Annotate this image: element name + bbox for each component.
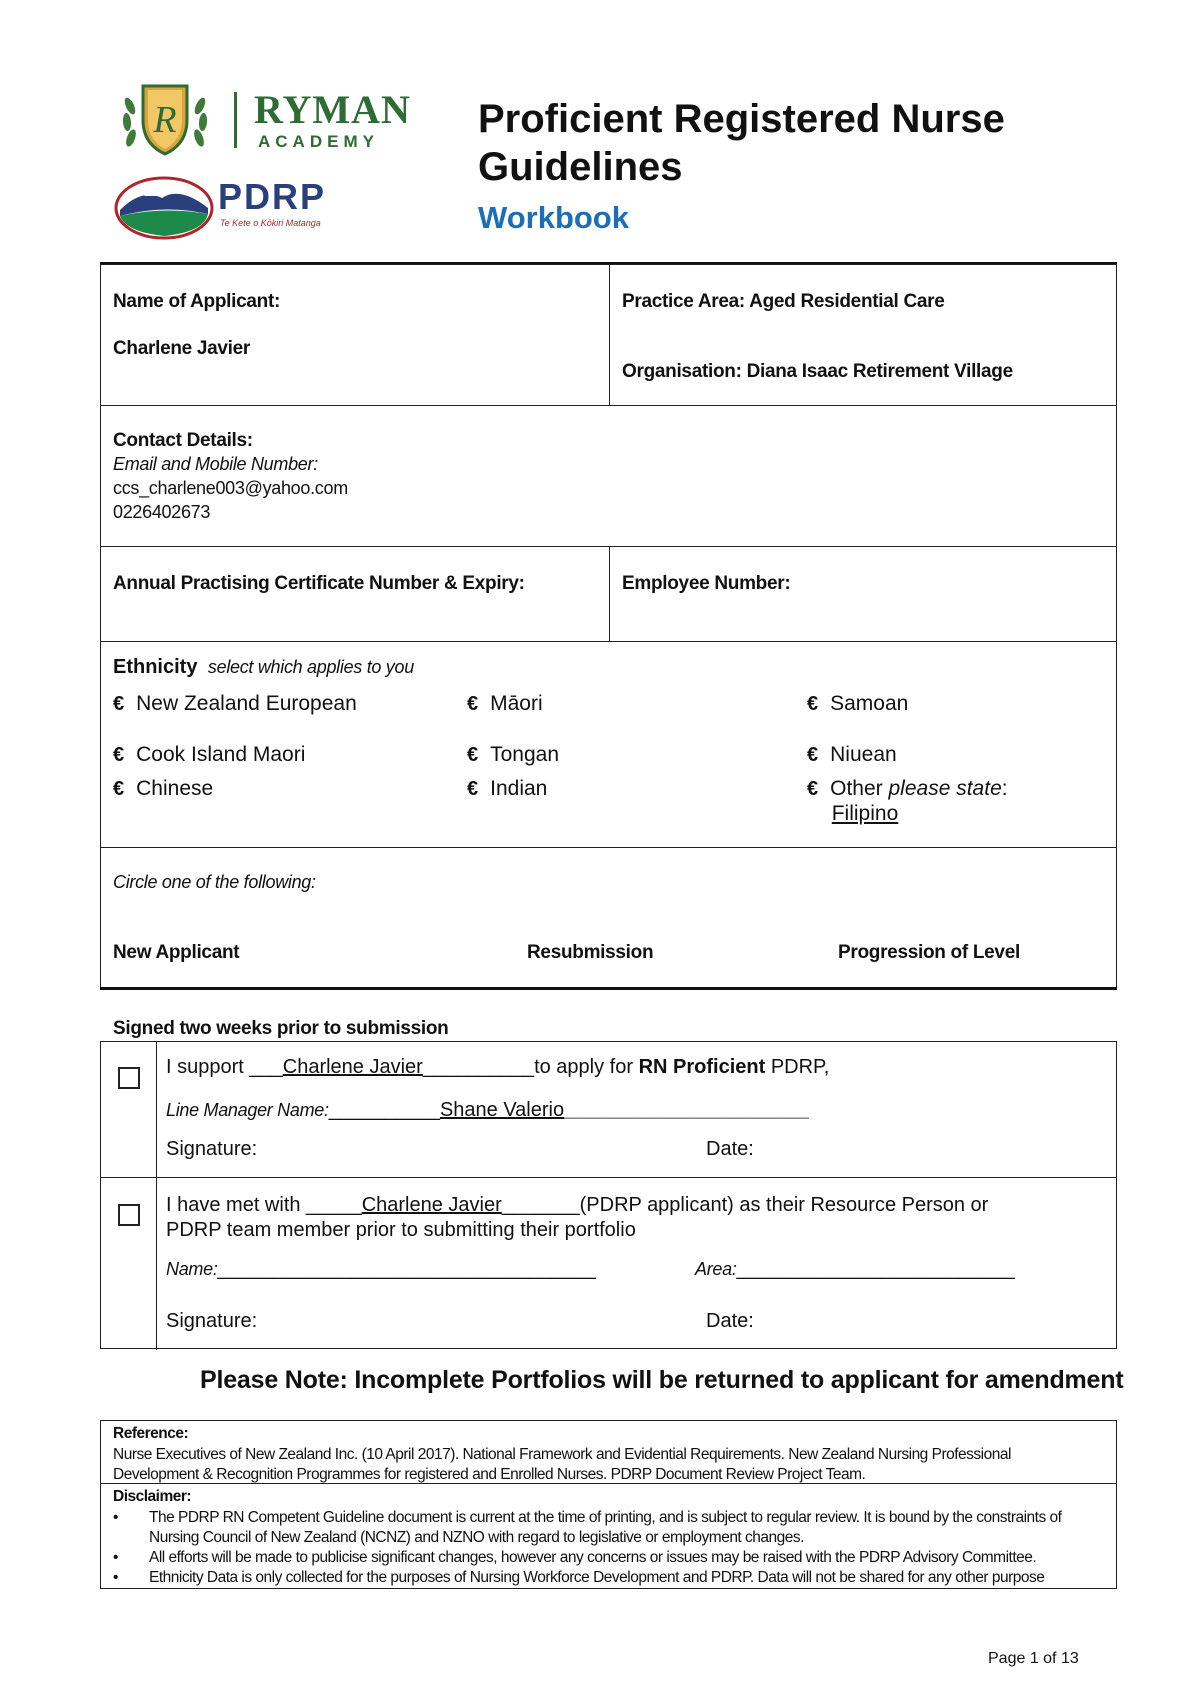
resource-signature-label[interactable]: Signature: — [166, 1310, 258, 1332]
resource-person-checkbox[interactable] — [118, 1204, 140, 1226]
reference-label: Reference: — [113, 1425, 189, 1442]
document-subtitle: Workbook — [478, 200, 629, 235]
manager-support-text — [166, 1056, 829, 1079]
reference-box — [100, 1420, 1117, 1484]
contact-label: Contact Details: — [113, 430, 253, 451]
reference-line-1: Nurse Executives of New Zealand Inc. (10 April 2017). National Framework and Evidential Requirements. New Zealand Nursing Professional — [113, 1446, 1011, 1463]
ethnicity-option-indian[interactable] — [467, 777, 547, 801]
manager-signature-label[interactable]: Signature: — [166, 1138, 258, 1160]
checkbox-glyph-icon: € — [113, 778, 125, 800]
manager-support-checkbox[interactable] — [118, 1067, 140, 1089]
option-label: Chinese — [136, 777, 214, 800]
disclaimer-label: Disclaimer: — [113, 1488, 192, 1505]
signoff-heading: Signed two weeks prior to submission — [113, 1018, 449, 1039]
option-label: Samoan — [830, 692, 909, 715]
contact-email: ccs_charlene003@yahoo.com — [113, 478, 348, 498]
disclaimer-item-2: All efforts will be made to publicise significant changes, however any concerns or issues may be raised with the PDRP Advisory Committee. — [149, 1549, 1037, 1566]
column-divider — [156, 1178, 157, 1350]
bullet-icon: • — [113, 1569, 118, 1586]
disclaimer-item-1: The PDRP RN Competent Guideline document is current at the time of printing, and is subject to regular review. It is bound by the constraints of — [149, 1509, 1062, 1526]
text-mid: __________ — [422, 1056, 535, 1078]
option-new-applicant[interactable]: New Applicant — [113, 942, 240, 963]
checkbox-glyph-icon: € — [807, 744, 819, 766]
ethnicity-option-other[interactable] — [807, 777, 1008, 801]
text-after: to apply for — [534, 1056, 639, 1078]
pdrp-tagline: Te Kete o Kōkiri Matanga — [220, 218, 321, 228]
title-line-2: Guidelines — [478, 145, 683, 189]
checkbox-glyph-icon: € — [467, 778, 479, 800]
svg-text:R: R — [153, 99, 177, 141]
resource-name-label: Name: — [166, 1259, 218, 1279]
application-type-cell — [100, 847, 1117, 989]
resource-area-blank: _________________________ — [736, 1258, 1015, 1280]
document-title — [478, 95, 1098, 191]
option-label: Niuean — [830, 743, 897, 766]
checkbox-glyph-icon: € — [807, 693, 819, 715]
manager-tail: ______________________ — [564, 1099, 809, 1121]
ethnicity-option-tongan[interactable] — [467, 743, 559, 767]
manager-blank: __________ — [328, 1099, 440, 1121]
text-bold: RN Proficient — [638, 1056, 766, 1078]
disclaimer-item-3: Ethnicity Data is only collected for the purposes of Nursing Workforce Development and PDRP. Data will not be shared for any other purpose — [149, 1569, 1045, 1586]
text-prefix: I support ___ — [166, 1056, 283, 1078]
resource-area-line[interactable] — [695, 1258, 1015, 1281]
manager-date-label[interactable]: Date: — [706, 1138, 754, 1160]
applicant-name-label: Name of Applicant: — [113, 291, 281, 312]
ethnicity-option-niuean[interactable] — [807, 743, 897, 767]
contact-mobile: 0226402673 — [113, 502, 211, 522]
text-end: PDRP, — [765, 1056, 830, 1078]
resource-date-label[interactable]: Date: — [706, 1310, 754, 1332]
option-label: Tongan — [490, 743, 560, 766]
column-divider — [156, 1042, 157, 1179]
employee-label: Employee Number: — [622, 573, 791, 594]
text-after: (PDRP applicant) as their Resource Person or — [579, 1194, 989, 1216]
option-label: Indian — [490, 777, 548, 800]
checkbox-glyph-icon: € — [113, 693, 125, 715]
ethnicity-option-samoan[interactable] — [807, 692, 908, 716]
ethnicity-hint: select which applies to you — [207, 657, 414, 677]
contact-cell — [100, 405, 1117, 547]
resource-area-label: Area: — [695, 1259, 737, 1279]
disclaimer-box — [100, 1483, 1117, 1589]
ethnicity-option-cook-island-maori[interactable] — [113, 743, 305, 767]
manager-label: Line Manager Name: — [166, 1100, 329, 1120]
apc-label: Annual Practising Certificate Number & Expiry: — [113, 573, 525, 594]
ethnicity-other-value[interactable]: Filipino — [831, 802, 899, 825]
checkbox-glyph-icon: € — [807, 778, 819, 800]
bullet-icon: • — [113, 1549, 118, 1566]
ryman-wordmark: RYMAN — [254, 87, 411, 132]
resource-person-text-line2: PDRP team member prior to submitting their portfolio — [166, 1219, 636, 1241]
resource-person-text — [166, 1194, 988, 1217]
ethnicity-heading — [113, 656, 414, 679]
applicant-name-cell — [100, 264, 610, 406]
resource-name-blank: __________________________________ — [217, 1258, 596, 1280]
application-type-instruction: Circle one of the following: — [113, 872, 316, 892]
practice-area: Practice Area: Aged Residential Care — [622, 291, 945, 312]
ethnicity-option-maori[interactable] — [467, 692, 543, 716]
title-line-1: Proficient Registered Nurse — [478, 97, 1005, 141]
employee-cell — [609, 546, 1117, 642]
pdrp-logo — [114, 174, 364, 242]
applicant-name-value: Charlene Javier — [113, 338, 251, 359]
bottom-rule — [100, 987, 1117, 990]
option-resubmission[interactable]: Resubmission — [527, 942, 654, 963]
option-label: New Zealand European — [136, 692, 357, 715]
manager-name-line[interactable] — [166, 1099, 809, 1122]
ryman-academy-logo — [118, 80, 438, 158]
reference-line-2: Development & Recognition Programmes for registered and Enrolled Nurses. PDRP Document Review Project Team. — [113, 1466, 866, 1483]
option-label: Māori — [490, 692, 543, 715]
practice-cell — [609, 264, 1117, 406]
ethnicity-option-chinese[interactable] — [113, 777, 213, 801]
checkbox-glyph-icon: € — [467, 744, 479, 766]
organisation: Organisation: Diana Isaac Retirement Village — [622, 361, 1013, 382]
applicant-name: Charlene Javier — [282, 1056, 423, 1078]
manager-value: Shane Valerio — [439, 1099, 565, 1121]
pdrp-wordmark: PDRP — [218, 176, 327, 217]
page-number: Page 1 of 13 — [988, 1650, 1079, 1667]
option-label: Other — [830, 777, 883, 800]
incomplete-portfolio-notice: Please Note: Incomplete Portfolios will be returned to applicant for amendment — [200, 1366, 1124, 1394]
ethnicity-label: Ethnicity — [113, 656, 198, 678]
apc-cell — [100, 546, 610, 642]
checkbox-glyph-icon: € — [113, 744, 125, 766]
other-colon: : — [1001, 777, 1008, 800]
text-prefix: I have met with _____ — [166, 1194, 362, 1216]
contact-sub-label: Email and Mobile Number: — [113, 454, 318, 474]
academy-wordmark: ACADEMY — [258, 132, 379, 151]
signoff-row-resource — [100, 1177, 1117, 1349]
resource-name-line[interactable] — [166, 1258, 596, 1281]
applicant-name: Charlene Javier — [361, 1194, 502, 1216]
ethnicity-option-nz-european[interactable] — [113, 692, 357, 716]
bullet-icon: • — [113, 1509, 118, 1526]
disclaimer-item-1-cont: Nursing Council of New Zealand (NCNZ) and NZNO with regard to legislative or employment changes. — [149, 1529, 804, 1546]
signoff-row-manager — [100, 1041, 1117, 1178]
other-hint: please state — [888, 777, 1002, 800]
option-progression[interactable]: Progression of Level — [838, 942, 1020, 963]
text-mid: _______ — [501, 1194, 580, 1216]
checkbox-glyph-icon: € — [467, 693, 479, 715]
ethnicity-cell — [100, 641, 1117, 848]
option-label: Cook Island Maori — [136, 743, 306, 766]
